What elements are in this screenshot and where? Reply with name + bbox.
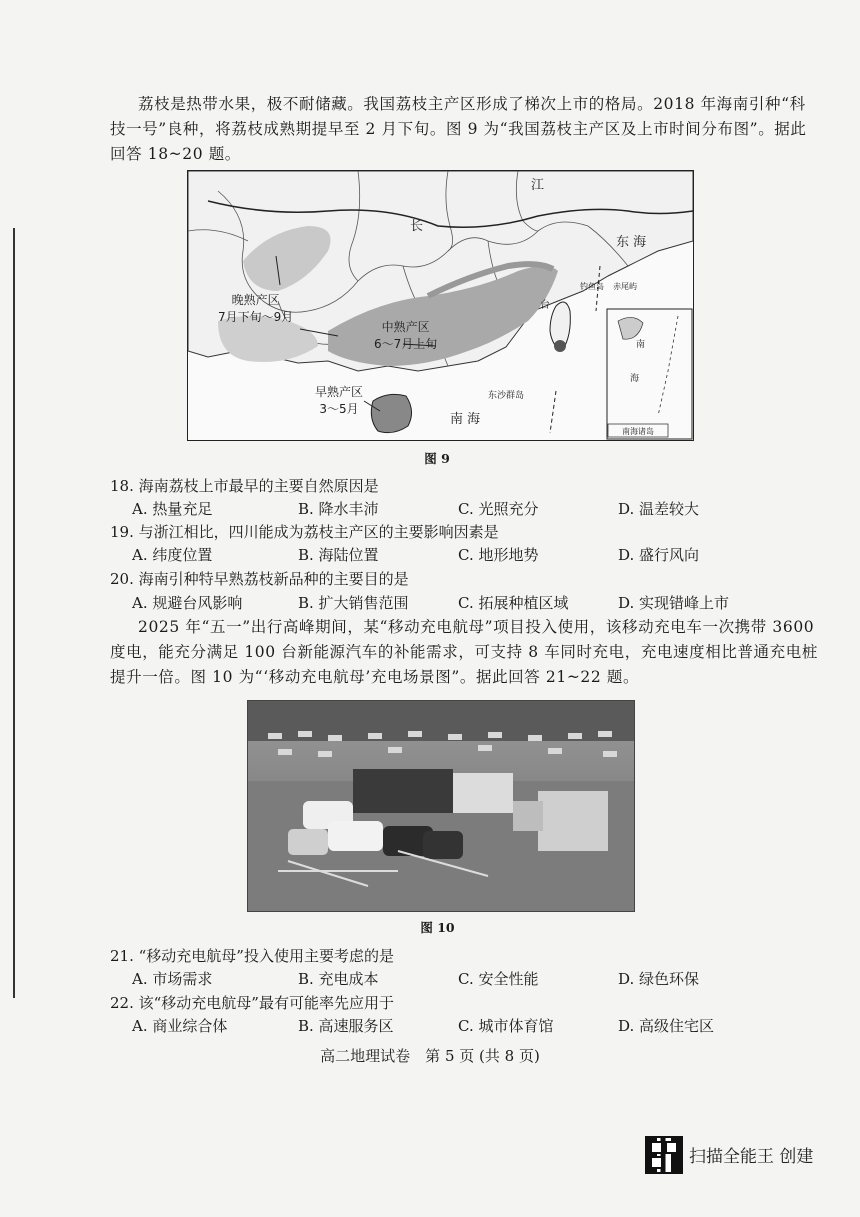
river-label-2: 江 bbox=[531, 178, 545, 193]
intro-line-2: 技一号”良种，将荔枝成熟期提早至 2 月下旬。图 9 为“我国荔枝主产区及上市时间分布图”。据此 bbox=[110, 120, 807, 138]
q21-option-b[interactable]: B. 充电成本 bbox=[298, 970, 379, 988]
mid-zone-label bbox=[374, 319, 437, 353]
q20-option-d[interactable]: D. 实现错峰上市 bbox=[618, 594, 730, 612]
early-zone-time: 3～5月 bbox=[319, 402, 359, 416]
question-20-stem: 20. 海南引种特早熟荔枝新品种的主要目的是 bbox=[110, 570, 409, 588]
q21-option-a[interactable]: A. 市场需求 bbox=[132, 970, 213, 988]
q19-option-d[interactable]: D. 盛行风向 bbox=[618, 546, 700, 564]
map-figure bbox=[187, 170, 694, 441]
q21-option-c[interactable]: C. 安全性能 bbox=[458, 970, 539, 988]
q19-option-c[interactable]: C. 地形地势 bbox=[458, 546, 539, 564]
q20-option-c[interactable]: C. 拓展种植区域 bbox=[458, 594, 569, 612]
figure-9-caption: 图 9 bbox=[424, 451, 450, 466]
watermark-text: 扫描全能王 创建 bbox=[689, 1147, 814, 1167]
inset-south-label: 南 bbox=[636, 340, 646, 350]
figure-10-caption: 图 10 bbox=[420, 920, 455, 935]
scan-edge-line bbox=[13, 228, 15, 998]
intro-line-1: 荔枝是热带水果，极不耐储藏。我国荔枝主产区形成了梯次上市的格局。2018 年海南引种“科 bbox=[138, 95, 806, 113]
q20-option-a[interactable]: A. 规避台风影响 bbox=[132, 594, 243, 612]
questions-18-20 bbox=[110, 475, 830, 615]
q22-option-c[interactable]: C. 城市体育馆 bbox=[458, 1017, 554, 1035]
question-21-stem: 21. “移动充电航母”投入使用主要考虑的是 bbox=[110, 947, 394, 965]
early-zone-name: 早熟产区 bbox=[315, 385, 364, 399]
mid-zone-time: 6～7月上旬 bbox=[374, 337, 438, 351]
charging-scene-photo bbox=[247, 700, 635, 912]
taiwan-label: 台 bbox=[540, 300, 550, 311]
late-zone-time: 7月下旬～9月 bbox=[218, 310, 294, 324]
q22-option-d[interactable]: D. 高级住宅区 bbox=[618, 1017, 715, 1035]
q18-option-a[interactable]: A. 热量充足 bbox=[132, 500, 213, 518]
diaoyu-label: 钓鱼岛 bbox=[580, 282, 604, 291]
question-19-stem: 19. 与浙江相比，四川能成为荔枝主产区的主要影响因素是 bbox=[110, 523, 499, 541]
q18-option-c[interactable]: C. 光照充分 bbox=[458, 500, 539, 518]
q18-option-b[interactable]: B. 降水丰沛 bbox=[298, 500, 379, 518]
intro2-line-2: 度电，能充分满足 100 台新能源汽车的补能需求，可支持 8 车同时充电，充电速度相比普通充电桩 bbox=[110, 643, 818, 661]
q20-option-b[interactable]: B. 扩大销售范围 bbox=[298, 594, 409, 612]
intro-paragraph bbox=[110, 92, 807, 167]
intro2-line-1: 2025 年“五一”出行高峰期间，某“移动充电航母”项目投入使用，该移动充电车一次携带 3600 bbox=[138, 618, 815, 636]
question-18-stem: 18. 海南荔枝上市最早的主要自然原因是 bbox=[110, 477, 379, 495]
dongsha-label: 东沙群岛 bbox=[488, 391, 525, 401]
scanner-watermark bbox=[645, 1136, 845, 1172]
late-zone-name: 晚熟产区 bbox=[231, 293, 280, 307]
south-china-sea-islands-label: 南海诸岛 bbox=[622, 427, 654, 436]
page-footer: 高二地理试卷 第 5 页 (共 8 页) bbox=[320, 1047, 540, 1065]
q22-option-a[interactable]: A. 商业综合体 bbox=[132, 1017, 228, 1035]
q19-option-b[interactable]: B. 海陆位置 bbox=[298, 546, 379, 564]
intro2-line-3: 提升一倍。图 10 为“‘移动充电航母’充电场景图”。据此回答 21~22 题。 bbox=[110, 668, 640, 686]
mid-zone-name: 中熟产区 bbox=[381, 320, 430, 334]
q21-option-d[interactable]: D. 绿色环保 bbox=[618, 970, 700, 988]
river-label: 长 bbox=[410, 219, 424, 234]
question-22-stem: 22. 该“移动充电航母”最有可能率先应用于 bbox=[110, 994, 394, 1012]
late-zone-label bbox=[218, 292, 293, 326]
intro-line-3: 回答 18~20 题。 bbox=[110, 145, 241, 163]
charging-scene-image bbox=[248, 701, 634, 911]
south-sea-label: 南 海 bbox=[450, 412, 481, 427]
q18-option-d[interactable]: D. 温差较大 bbox=[618, 500, 700, 518]
questions-21-22 bbox=[110, 945, 830, 1040]
east-sea-label: 东 海 bbox=[616, 235, 647, 250]
inset-sea-label: 海 bbox=[630, 374, 640, 384]
early-zone-label bbox=[315, 384, 363, 418]
q22-option-b[interactable]: B. 高速服务区 bbox=[298, 1017, 394, 1035]
chiwei-label: 赤尾屿 bbox=[613, 282, 637, 291]
intro-paragraph-2 bbox=[110, 615, 818, 690]
qr-code-icon bbox=[645, 1136, 683, 1174]
q19-option-a[interactable]: A. 纬度位置 bbox=[132, 546, 213, 564]
